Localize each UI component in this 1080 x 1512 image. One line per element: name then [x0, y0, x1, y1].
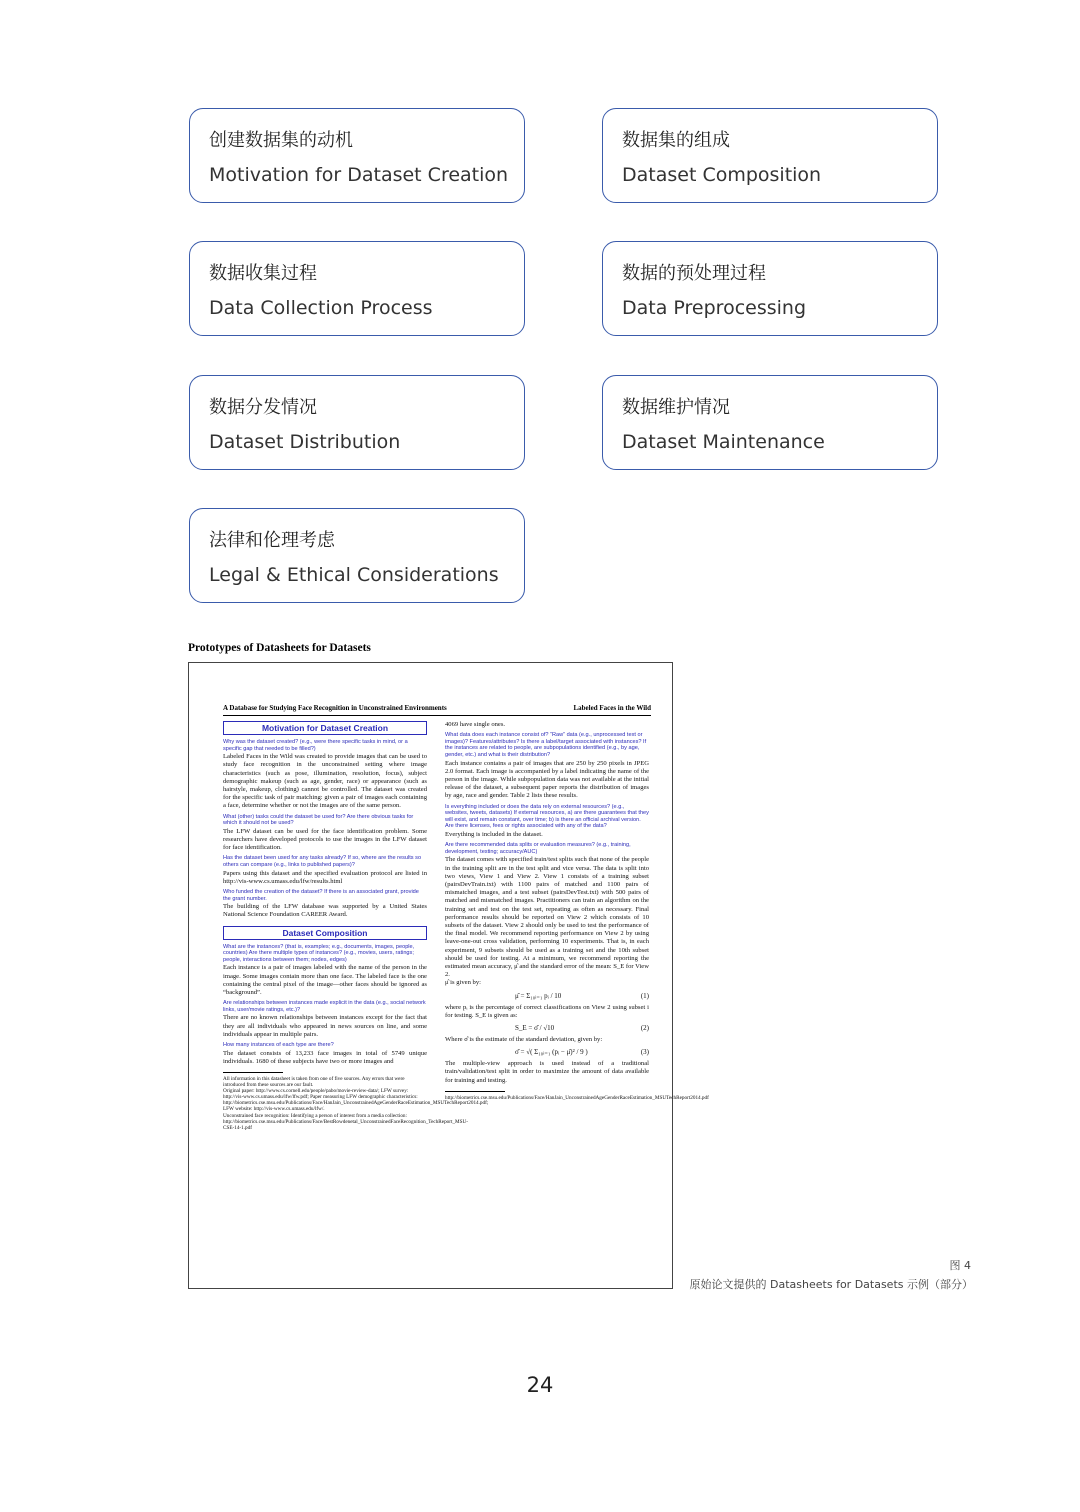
answer: The LFW dataset can be used for the face identification problem. Some researchers have developed protocols to use the images in the LFW dataset for face identification. [223, 827, 427, 852]
card-motivation [189, 108, 525, 203]
card-title-zh: 数据集的组成 [622, 130, 730, 151]
card-title-en: Dataset Composition [622, 164, 822, 186]
sheet-header [223, 704, 651, 716]
answer: Where σ̂ is the estimate of the standard deviation, given by: [445, 1036, 603, 1044]
question: What (other) tasks could the dataset be used for? Are there obvious tasks for which it should not be used? [223, 813, 414, 827]
answer: The multiple-view approach is used instead of a traditional train/validation/test split in order to maximize the amount of data available for training and testing. [445, 1060, 649, 1084]
footnote-rule [223, 1072, 283, 1073]
question: What are the instances? (that is, examples; e.g., documents, images, people, countries) Are there multiple types of instances? (e.g., movies, users, ratings; people, interactions between them; nodes, edges) [223, 943, 415, 963]
card-title-en: Dataset Distribution [209, 431, 401, 453]
sheet-right-column [445, 721, 709, 1101]
footnote-links: http://biometrics.cse.msu.edu/Publications/Face/HanJain_UnconstrainedAgeGenderRaceEstimation_MSUTechReport2014.pdf [445, 1094, 709, 1101]
card-title-zh: 数据收集过程 [209, 263, 317, 284]
footnote: Unconstrained face recognition: Identifying a person of interest from a media collection: http://biometrics.cse.msu.edu/Publications/Face/BestRowdenetal_UnconstrainedFaceRecognition_TechReport_MSU-CSE-14-1.pdf [223, 1112, 468, 1131]
equation-1 [445, 992, 649, 1000]
card-preprocessing [602, 241, 938, 336]
footnote-rule [445, 1091, 505, 1092]
card-title-en: Data Collection Process [209, 297, 433, 319]
card-title-en: Legal & Ethical Considerations [209, 564, 499, 586]
figure-title: Prototypes of Datasheets for Datasets [188, 642, 371, 654]
question: Are there recommended data splits or evaluation measures? (e.g., training, development, testing; accuracy/AUC) [445, 842, 631, 855]
figure-number: 图 4 [949, 1259, 971, 1272]
answer: μ̂ is given by: [445, 979, 481, 987]
card-maintenance [602, 375, 938, 470]
card-distribution [189, 375, 525, 470]
card-title-en: Dataset Maintenance [622, 431, 825, 453]
answer: There are no known relationships between instances except for the fact that they are all individuals who appeared in news sources on line, and some individuals appear in multiple pairs. [223, 1014, 427, 1038]
question: Who funded the creation of the dataset? If there is an associated grant, provide the grant number. [223, 889, 419, 902]
card-collection [189, 241, 525, 336]
equation-body: σ̂ = √( Σ₁₀ᵢ₌₁ (pᵢ − μ̂)² / 9 ) [515, 1048, 588, 1057]
card-title-zh: 法律和伦理考虑 [209, 530, 335, 551]
card-composition [602, 108, 938, 203]
page-number: 24 [526, 1373, 554, 1397]
card-title-zh: 数据的预处理过程 [622, 263, 766, 284]
question: Has the dataset been used for any tasks already? If so, where are the results so others can compare (e.g., links to published papers)? [223, 855, 422, 868]
question: Are relationships between instances made explicit in the data (e.g., social network links, user/movie ratings, etc.)? [223, 1000, 426, 1013]
card-title-en: Motivation for Dataset Creation [209, 164, 509, 186]
sheet-header-left: A Database for Studying Face Recognition in Unconstrained Environments [223, 704, 447, 712]
figure-caption: 原始论文提供的 Datasheets for Datasets 示例（部分） [689, 1278, 973, 1291]
card-title-en: Data Preprocessing [622, 297, 807, 319]
answer: 4069 have single ones. [445, 721, 506, 728]
answer: Everything is included in the dataset. [445, 830, 543, 838]
sheet-header-right: Labeled Faces in the Wild [573, 704, 651, 712]
datasheet-figure [188, 662, 709, 1289]
question: Why was the dataset created? (e.g., were there specific tasks in mind, or a specific gap that needed to be filled?) [223, 739, 408, 752]
footnote-links: Original paper: http://www.cs.cornell.edu/people/pabo/movie-review-data/; LFW survey: http://vis-www.cs.umass.edu/lfw/lfw.pdf; Paper measuring LFW demographic characteristics: http://biometrics.cse.msu.edu/Publications/Face/HanJain_UnconstrainedAgeGenderRaceEstimation_MSUTechReport2014.pdf; LFW website: http://vis-www.cs.umass.edu/lfw/. [223, 1088, 489, 1113]
equation-2 [445, 1024, 649, 1032]
card-title-zh: 创建数据集的动机 [209, 130, 353, 151]
answer: where pᵢ is the percentage of correct classifications on View 2 using subset i for testing. S_E is given as: [445, 1003, 649, 1019]
equation-body: μ̂ = Σ₁₀ᵢ₌₁ pᵢ / 10 [515, 991, 562, 1000]
question: What data does each instance consist of? “Raw” data (e.g., unprocessed text or images)? Features/attributes? Is there a label/target associated with instances? If the instances are related to people, are subpopulations identified (e.g., by age, gender, etc.) and what is their distribution? [445, 732, 647, 758]
section-heading: Motivation for Dataset Creation [223, 721, 427, 735]
equation-3 [445, 1048, 649, 1056]
equation-number: (2) [640, 1024, 649, 1033]
answer: Each instance contains a pair of images that are 250 by 250 pixels in JPEG 2.0 format. Each image is accompanied by a label indicating the name of the person in the image. While subpopulation data was not available at the initial release of the dataset, a subsequent paper reports the distribution of images by age, race and gender. Table 2 lists these results. [445, 759, 649, 800]
equation-number: (3) [640, 1048, 649, 1057]
answer: Papers using this dataset and the specified evaluation protocol are listed in http://vis-www.cs.umass.edu/lfw/results.html [223, 869, 427, 885]
answer: The building of the LFW database was supported by a United States National Science Foundation CAREER Award. [223, 903, 427, 919]
question: How many instances of each type are there? [223, 1041, 334, 1048]
answer: The dataset comes with specified train/test splits such that none of the people in the training split are in the test split and vice versa. The data is split into two views, View 1 and View 2. View 1 consists of a training subset (pairsDevTrain.txt) with 1100 pairs of matched and 1100 pairs of mismatched images, and a test subset (pairsDevTest.txt) with 500 pairs of matched and mismatched images. Practitioners can train an algorithm on the training set and test on the test set, repeating as often as necessary. Final performance results should be reported on View 2 which consists of 10 subsets of the dataset. View 2 should only be used to test the performance of the final model. We recommend reporting performance on View 2 by using leave-one-out cross validation, performing 10 experiments. That is, in each experiment, 9 subsets should be used as a training set and the 10th subset should be used for testing. At a minimum, we recommend reporting the estimated mean accuracy, μ̂ and the standard error of the mean: S_E for View 2. [445, 856, 649, 979]
card-title-zh: 数据分发情况 [209, 397, 317, 418]
answer: The dataset consists of 13,233 face images in total of 5749 unique individuals. 1680 of these subjects have two or more images and [223, 1049, 427, 1065]
answer: Labeled Faces in the Wild was created to provide images that can be used to study face recognition in the unconstrained setting where image characteristics (such as pose, illumination, resolution, focus), subject demographic makeup (such as age, gender, race) or appearance (such as hairstyle, makeup, clothing) cannot be controlled. The dataset was created for the specific task of pair matching: given a pair of images each containing a face, determine whether or not the images are of the same person. [223, 753, 427, 810]
card-title-zh: 数据维护情况 [622, 397, 730, 418]
question: Is everything included or does the data rely on external resources? (e.g., websites, tweets, datasets) If external resources, a) are there guarantees that they will exist, and remain constant, over time; b) is there an official archival version. Are there licenses, fees or rights associated with any of the data? [445, 803, 649, 830]
footnote: All information in this datasheet is taken from one of five sources. Any errors that were introduced from these sources are our fault. [223, 1075, 405, 1089]
equation-body: S_E = σ̂ / √10 [515, 1024, 555, 1033]
answer: Each instance is a pair of images labeled with the name of the person in the image. Some images contain more than one face. The labeled face is the one containing the central pixel of the image—other faces should be ignored as “background”. [223, 964, 427, 996]
equation-number: (1) [640, 991, 649, 1000]
section-heading: Dataset Composition [223, 926, 427, 940]
card-legal-ethical [189, 508, 525, 603]
